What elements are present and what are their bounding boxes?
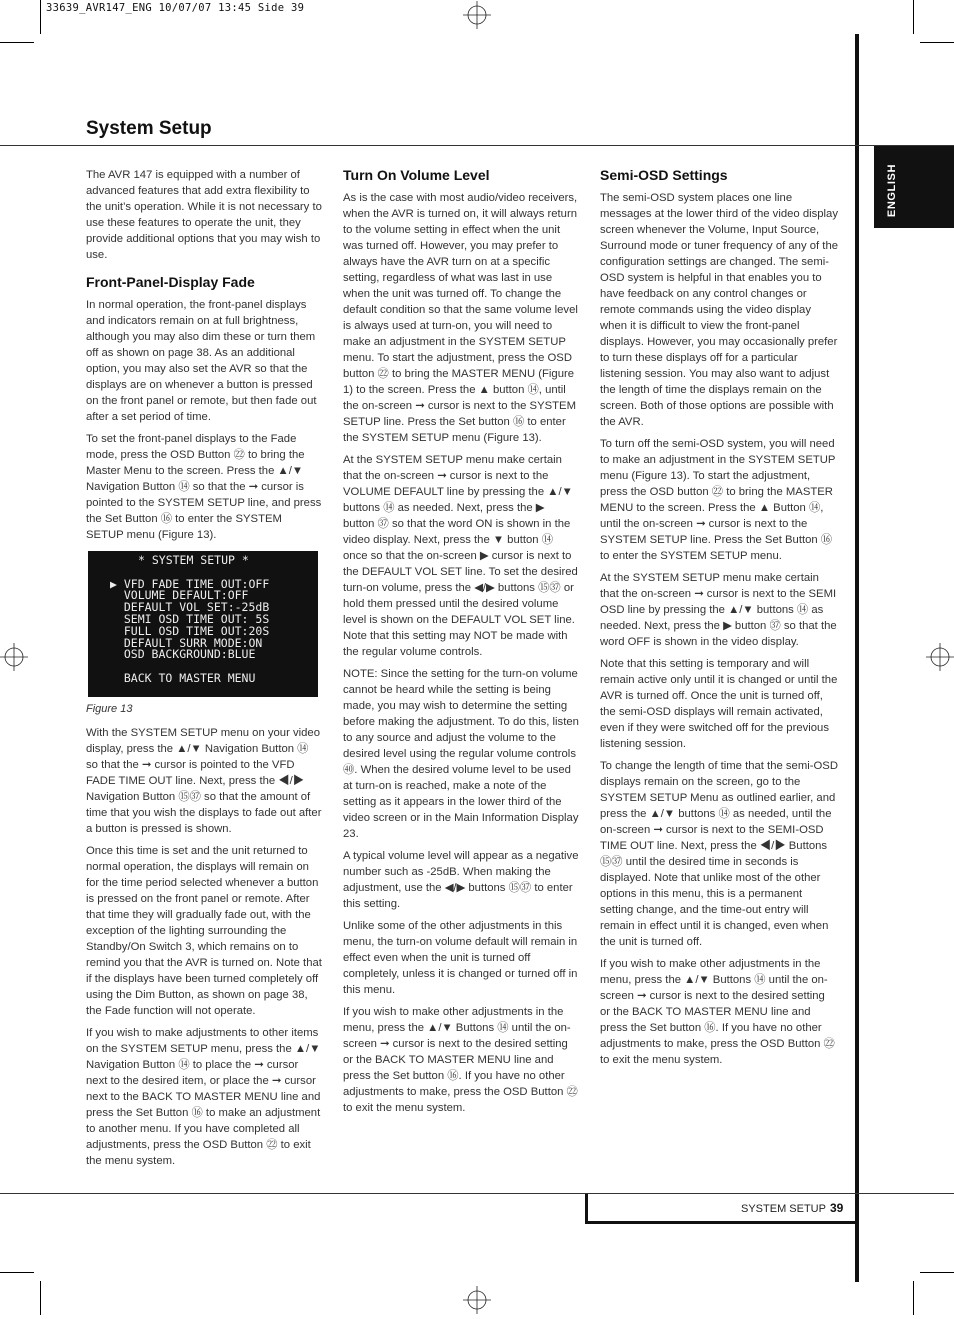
- figure-menu-title: * SYSTEM SETUP *: [138, 553, 249, 567]
- crop-mark: [920, 42, 954, 43]
- section-heading: Turn On Volume Level: [343, 167, 490, 183]
- page-title: System Setup: [86, 118, 212, 139]
- section-heading: Front-Panel-Display Fade: [86, 274, 255, 290]
- paragraph: To turn off the semi-OSD system, you will need to make an adjustment in the SYSTEM SETUP menu (Figure 13). To start the adjustment, press the OSD button ㉒ to bring the MASTER MENU to the screen. Press the ▲ Button ⑭, until the on-screen ➞ cursor is next to the SYSTEM SETUP line. Press the Set Button ⑯ to enter the SYSTEM SETUP menu.: [600, 438, 836, 562]
- section-heading: Semi-OSD Settings: [600, 167, 728, 183]
- page-footer: [741, 1201, 843, 1215]
- paragraph: In normal operation, the front-panel displays and indicators remain on at full brightness, although you may also dim these or turn them off as shown on page 38. As an additional option, you may also set the AVR so that the displays are on whenever a button is pressed on the front panel or remote, but then fade out after a set period of time.: [86, 299, 317, 423]
- paragraph: Once this time is set and the unit returned to normal operation, the displays will remain on for the time period selected whenever a button is pressed on the front panel or remote. After that time they will gradually fade out, with the exception of the lighting surrounding the Standby/On Switch 3, which remains on to remind you that the AVR is turned on. Note that if the displays have been turned completely off using the Dim Button, as shown on page 38, the Fade function will not operate.: [86, 845, 322, 1017]
- language-tab: ENGLISH: [874, 146, 954, 228]
- registration-mark-icon: [926, 643, 954, 671]
- figure-caption: Figure 13: [86, 703, 133, 715]
- crop-mark: [40, 0, 41, 34]
- note-paragraph: NOTE: Since the setting for the turn-on volume cannot be heard while the setting is being made, you may wish to determine the setting before making the adjustment. To do this, listen to any source and adjust the volume to the desired level using the regular volume controls ㊵. When the desired volume level to be used at turn-on is reached, make a note of the setting as it appears in the lower third of the video screen or in the Main Information Display 23.: [343, 668, 579, 840]
- figure-menu-line: BACK TO MASTER MENU: [110, 670, 256, 685]
- page-edge-bar: [855, 34, 859, 1282]
- divider: [0, 1193, 954, 1194]
- crop-mark: [40, 1281, 41, 1315]
- print-slug: 33639_AVR147_ENG 10/07/07 13:45 Side 39: [46, 2, 305, 14]
- column-3: [600, 164, 838, 1074]
- footer-rule: [585, 1221, 855, 1224]
- figure-menu-line: DEFAULT VOL SET:-25dB: [110, 600, 270, 615]
- paragraph: At the SYSTEM SETUP menu make certain that the on-screen ➞ cursor is next to the VOLUME DEFAULT line by pressing the ▲/▼ buttons ⑭ as needed. Next, press the ▶ button ㊲ so that the word ON is shown in the video display. Next, press the ▼ button ⑭ once so that the on-screen ▶ cursor is next to the DEFAULT VOL SET line. To set the desired turn-on volume, press the ◀/▶ buttons ⑮㊲ or hold them pressed until the desired volume level is shown on the DEFAULT VOL SET line. Note that this setting may NOT be made with the regular volume controls.: [343, 454, 578, 658]
- figure-menu-line: SEMI OSD TIME OUT: 5S: [110, 611, 270, 626]
- paragraph: At the SYSTEM SETUP menu make certain that the on-screen ➞ cursor is next to the SEMI OSD line by pressing the ▲/▼ buttons ⑭ as needed. Next, press the ▶ button ㊲ so that the word OFF is shown in the video display.: [600, 572, 837, 648]
- paragraph: If you wish to make other adjustments in the menu, press the ▲/▼ Buttons ⑭ until the on-screen ➞ cursor is next to the desired setting or the BACK TO MASTER MENU line and press the Set button ⑯. If you have no other adjustments to make, press the OSD Button ㉒ to exit the menu system.: [600, 958, 835, 1066]
- registration-mark-icon: [463, 1286, 491, 1314]
- crop-mark: [913, 0, 914, 34]
- system-setup-figure: [88, 551, 318, 697]
- figure-menu-line: VOLUME DEFAULT:OFF: [110, 588, 249, 603]
- crop-mark: [0, 1272, 34, 1273]
- column-1: [86, 167, 322, 1175]
- paragraph: As is the case with most audio/video receivers, when the AVR is turned on, it will always return to the volume setting in effect when the unit was turned off. However, you may prefer to always have the AVR turn on at a specific setting, regardless of what was last in use when the unit was turned off. To change the default condition so that the same volume level is always used at turn-on, you will need to make an adjustment in the SYSTEM SETUP menu. To start the adjustment, press the OSD button ㉒ to bring the MASTER MENU (Figure 1) to the screen. Press the ▲ button ⑭, until the on-screen ➞ cursor is next to the SYSTEM SETUP line. Press the Set button ⑯ to enter the SYSTEM SETUP menu (Figure 13).: [343, 192, 578, 444]
- paragraph: To change the length of time that the semi-OSD displays remain on the screen, go to the SYSTEM SETUP Menu as outlined earlier, and press the ▲/▼ buttons ⑭ as needed, until the on-screen ➞ cursor is next to the SEMI-OSD TIME OUT line. Next, press the ◀/▶ Buttons ⑮㊲ until the desired time in seconds is displayed. Note that unlike most of the other options in this menu, this is a permanent setting change, and the time-out entry will remain in effect until it is changed, even when the unit is turned off.: [600, 760, 838, 948]
- footer-rule: [585, 1194, 588, 1224]
- paragraph: Unlike some of the other adjustments in this menu, the turn-on volume default will remain in effect even when the unit is turned off completely, unless it is changed or turned off in this menu.: [343, 920, 578, 996]
- paragraph: The semi-OSD system places one line messages at the lower third of the video display screen whenever the Volume, Input Source, Surround mode or tuner frequency of any of the configuration settings are changed. The semi-OSD system is helpful in that enables you to have feedback on any control changes or remote commands using the video display when it is difficult to view the front-panel displays. However, you may occasionally prefer to turn these displays off for a particular listening session. You may also want to adjust the length of time the displays remain on the screen. Both of those options are possible with the AVR.: [600, 192, 839, 428]
- paragraph: With the SYSTEM SETUP menu on your video display, press the ▲/▼ Navigation Button ⑭ so that the ➞ cursor is pointed to the VFD FADE TIME OUT line. Next, press the ◀/▶ Navigation Button ⑮㊲ so that the amount of time that you wish the displays to fade out after a button is pressed is shown.: [86, 727, 322, 835]
- page-number: 39: [829, 1201, 844, 1215]
- paragraph: To set the front-panel displays to the Fade mode, press the OSD Button ㉒ to bring the Master Menu to the screen. Press the ▲/▼ Navigation Button ⑭ so that the ➞ cursor is pointed to the SYSTEM SETUP line, and press the Set Button ⑯ to enter the SYSTEM SETUP menu (Figure 13).: [86, 433, 322, 541]
- paragraph: A typical volume level will appear as a negative number such as -25dB. When making the adjustment, use the ◀/▶ buttons ⑮㊲ to enter this setting.: [343, 850, 579, 910]
- footer-section: SYSTEM SETUP: [741, 1203, 826, 1215]
- column-2: [343, 164, 579, 1122]
- intro-paragraph: The AVR 147 is equipped with a number of advanced features that add extra flexibility to the unit’s operation. While it is not necessary to use these features to operate the unit, they provide additional options that you may wish to use.: [86, 169, 322, 261]
- crop-mark: [0, 42, 34, 43]
- crop-mark: [913, 1281, 914, 1315]
- divider: [0, 145, 954, 146]
- registration-mark-icon: [0, 643, 28, 671]
- paragraph: Note that this setting is temporary and will remain active only until it is changed or until the AVR is turned off. Once the unit is turned off, the semi-OSD displays will remain activated, even if they were switched off for the previous listening session.: [600, 658, 838, 750]
- paragraph: If you wish to make adjustments to other items on the SYSTEM SETUP menu, press the ▲/▼ Navigation Button ⑭ to place the ➞ cursor next to the desired item, or place the ➞ cursor next to the BACK TO MASTER MENU line and press the Set Button ⑯ to make an adjustment to another menu. If you have completed all adjustments, press the OSD Button ㉒ to exit the menu system.: [86, 1027, 321, 1167]
- paragraph: If you wish to make other adjustments in the menu, press the ▲/▼ Buttons ⑭ until the on-screen ➞ cursor is next to the desired setting or the BACK TO MASTER MENU line and press the Set button ⑯. If you have no other adjustments to make, press the OSD Button ㉒ to exit the menu system.: [343, 1006, 578, 1114]
- figure-menu-line: OSD BACKGROUND:BLUE: [110, 647, 256, 662]
- registration-mark-icon: [463, 1, 491, 29]
- figure-menu-line: FULL OSD TIME OUT:20S: [110, 623, 270, 638]
- crop-mark: [920, 1272, 954, 1273]
- figure-menu-line: DEFAULT SURR MODE:ON: [110, 635, 263, 650]
- figure-menu-line: ▶ VFD FADE TIME OUT:OFF: [110, 576, 270, 591]
